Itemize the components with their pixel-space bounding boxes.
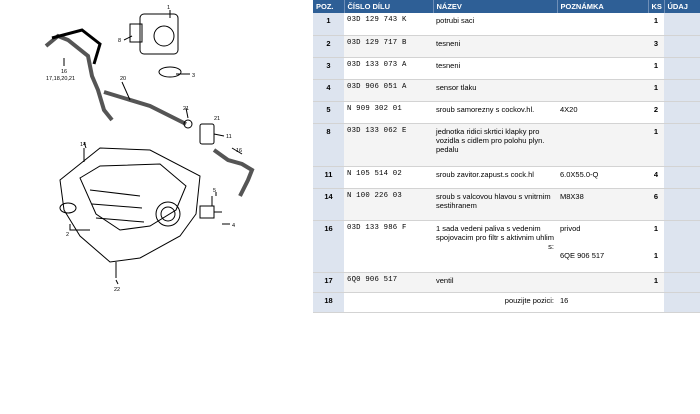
table-row[interactable]: [313, 220, 700, 272]
row-part-number: 03D 129 717 B: [344, 35, 433, 57]
table-row[interactable]: [313, 166, 700, 188]
row-name: sensor tlaku: [433, 79, 557, 101]
row-name: tesneni: [433, 57, 557, 79]
row-note: 4X20: [557, 101, 648, 123]
callout-17-18-20-21: 17,18,20,21: [46, 76, 76, 82]
row-data: [664, 101, 700, 123]
callout-20: 20: [120, 76, 127, 82]
callout-16b: 16: [236, 148, 243, 154]
row-data: [664, 35, 700, 57]
row-qty: 6: [648, 188, 664, 220]
row-poz: 5: [313, 101, 344, 123]
row-note: [557, 13, 648, 35]
row-part-number: [344, 292, 433, 312]
row-sub-note: 6QE 906 517: [560, 250, 605, 260]
parts-diagram: [0, 0, 312, 310]
table-row[interactable]: [313, 101, 700, 123]
row-note: 16: [557, 292, 648, 312]
callout-21a: 21: [183, 106, 190, 112]
row-qty: 2: [648, 101, 664, 123]
callout-5: 5: [213, 188, 217, 194]
col-nazev[interactable]: NÁZEV: [433, 0, 557, 13]
callout-2: 2: [66, 232, 70, 238]
row-name: tesneni: [433, 35, 557, 57]
row-qty: [648, 292, 664, 312]
callout-22: 22: [114, 287, 121, 293]
row-data: [664, 292, 700, 312]
row-data: [664, 220, 700, 272]
row-name: ventil: [433, 272, 557, 292]
row-poz: 18: [313, 292, 344, 312]
row-data: [664, 188, 700, 220]
row-note: [557, 123, 648, 166]
row-part-number: 03D 133 073 A: [344, 57, 433, 79]
row-part-number: N 100 226 03: [344, 188, 433, 220]
row-data: [664, 272, 700, 292]
row-qty: 4: [648, 166, 664, 188]
callout-3: 3: [192, 73, 196, 79]
row-qty: 1: [648, 57, 664, 79]
row-name: sroub samorezny s cockov.hl.: [433, 101, 557, 123]
callout-1: 1: [167, 5, 171, 11]
row-data: [664, 13, 700, 35]
row-part-number: N 909 302 01: [344, 101, 433, 123]
row-name: [433, 220, 557, 272]
row-poz: 16: [313, 220, 344, 272]
row-poz: 4: [313, 79, 344, 101]
row-data: [664, 166, 700, 188]
row-qty: 1: [648, 272, 664, 292]
row-name-text: 1 sada vedeni paliva s vedenim spojovacim pro filtr s aktivnim uhlim: [436, 223, 554, 242]
row-note: [557, 57, 648, 79]
row-poz: 8: [313, 123, 344, 166]
col-poz[interactable]: POZ.: [313, 0, 344, 13]
row-data: [664, 57, 700, 79]
row-data: [664, 79, 700, 101]
row-name: pouzijte pozici:: [433, 292, 557, 312]
row-poz: 2: [313, 35, 344, 57]
row-name: jednotka ridici skrtici klapky pro vozidla s cidlem pro polohu plyn. pedalu: [433, 123, 557, 166]
table-row[interactable]: [313, 188, 700, 220]
table-row[interactable]: [313, 272, 700, 292]
row-poz: 1: [313, 13, 344, 35]
table-row[interactable]: [313, 13, 700, 35]
callout-8: 8: [118, 38, 122, 44]
row-note: [557, 272, 648, 292]
row-note-text: privod: [560, 223, 581, 233]
row-note: [557, 220, 648, 272]
row-poz: 3: [313, 57, 344, 79]
table-row[interactable]: [313, 79, 700, 101]
row-data: [664, 123, 700, 166]
callout-21b: 21: [214, 116, 221, 122]
table-header: [313, 0, 700, 13]
col-poznamka[interactable]: POZNÁMKA: [557, 0, 648, 13]
col-cislo-dilu[interactable]: ČÍSLO DÍLU: [344, 0, 433, 13]
row-name: sroub s valcovou hlavou s vnitrnim sestihranem: [433, 188, 557, 220]
row-qty: 1: [648, 13, 664, 35]
row-poz: 17: [313, 272, 344, 292]
row-note: [557, 79, 648, 101]
col-udaj[interactable]: ÚDAJ: [664, 0, 700, 13]
parts-table: [313, 0, 700, 313]
row-part-number: 03D 133 986 F: [344, 220, 433, 272]
row-name: sroub zavitor.zapust.s cock.hl: [433, 166, 557, 188]
callout-4: 4: [232, 223, 236, 229]
row-qty-text: 1: [653, 223, 659, 233]
table-row[interactable]: [313, 123, 700, 166]
row-qty: 1: [648, 123, 664, 166]
table-row[interactable]: [313, 35, 700, 57]
table-row[interactable]: [313, 57, 700, 79]
row-part-number: 03D 906 051 A: [344, 79, 433, 101]
row-qty: 1: [648, 79, 664, 101]
row-poz: 11: [313, 166, 344, 188]
callout-16: 16: [61, 69, 68, 75]
callout-14: 14: [80, 142, 87, 148]
col-ks[interactable]: KS: [648, 0, 664, 13]
row-note: M8X38: [557, 188, 648, 220]
callout-11: 11: [226, 134, 232, 140]
row-part-number: 03D 129 743 K: [344, 13, 433, 35]
row-name: potrubi saci: [433, 13, 557, 35]
row-part-number: 03D 133 062 E: [344, 123, 433, 166]
table-row[interactable]: [313, 292, 700, 312]
row-part-number: N 105 514 02: [344, 166, 433, 188]
row-sub-label: s:: [548, 241, 554, 251]
row-poz: 14: [313, 188, 344, 220]
row-sub-qty: 1: [653, 250, 659, 260]
row-qty: [648, 220, 664, 272]
row-part-number: 6Q0 906 517: [344, 272, 433, 292]
row-note: 6.0X55.0-Q: [557, 166, 648, 188]
row-qty: 3: [648, 35, 664, 57]
row-note: [557, 35, 648, 57]
